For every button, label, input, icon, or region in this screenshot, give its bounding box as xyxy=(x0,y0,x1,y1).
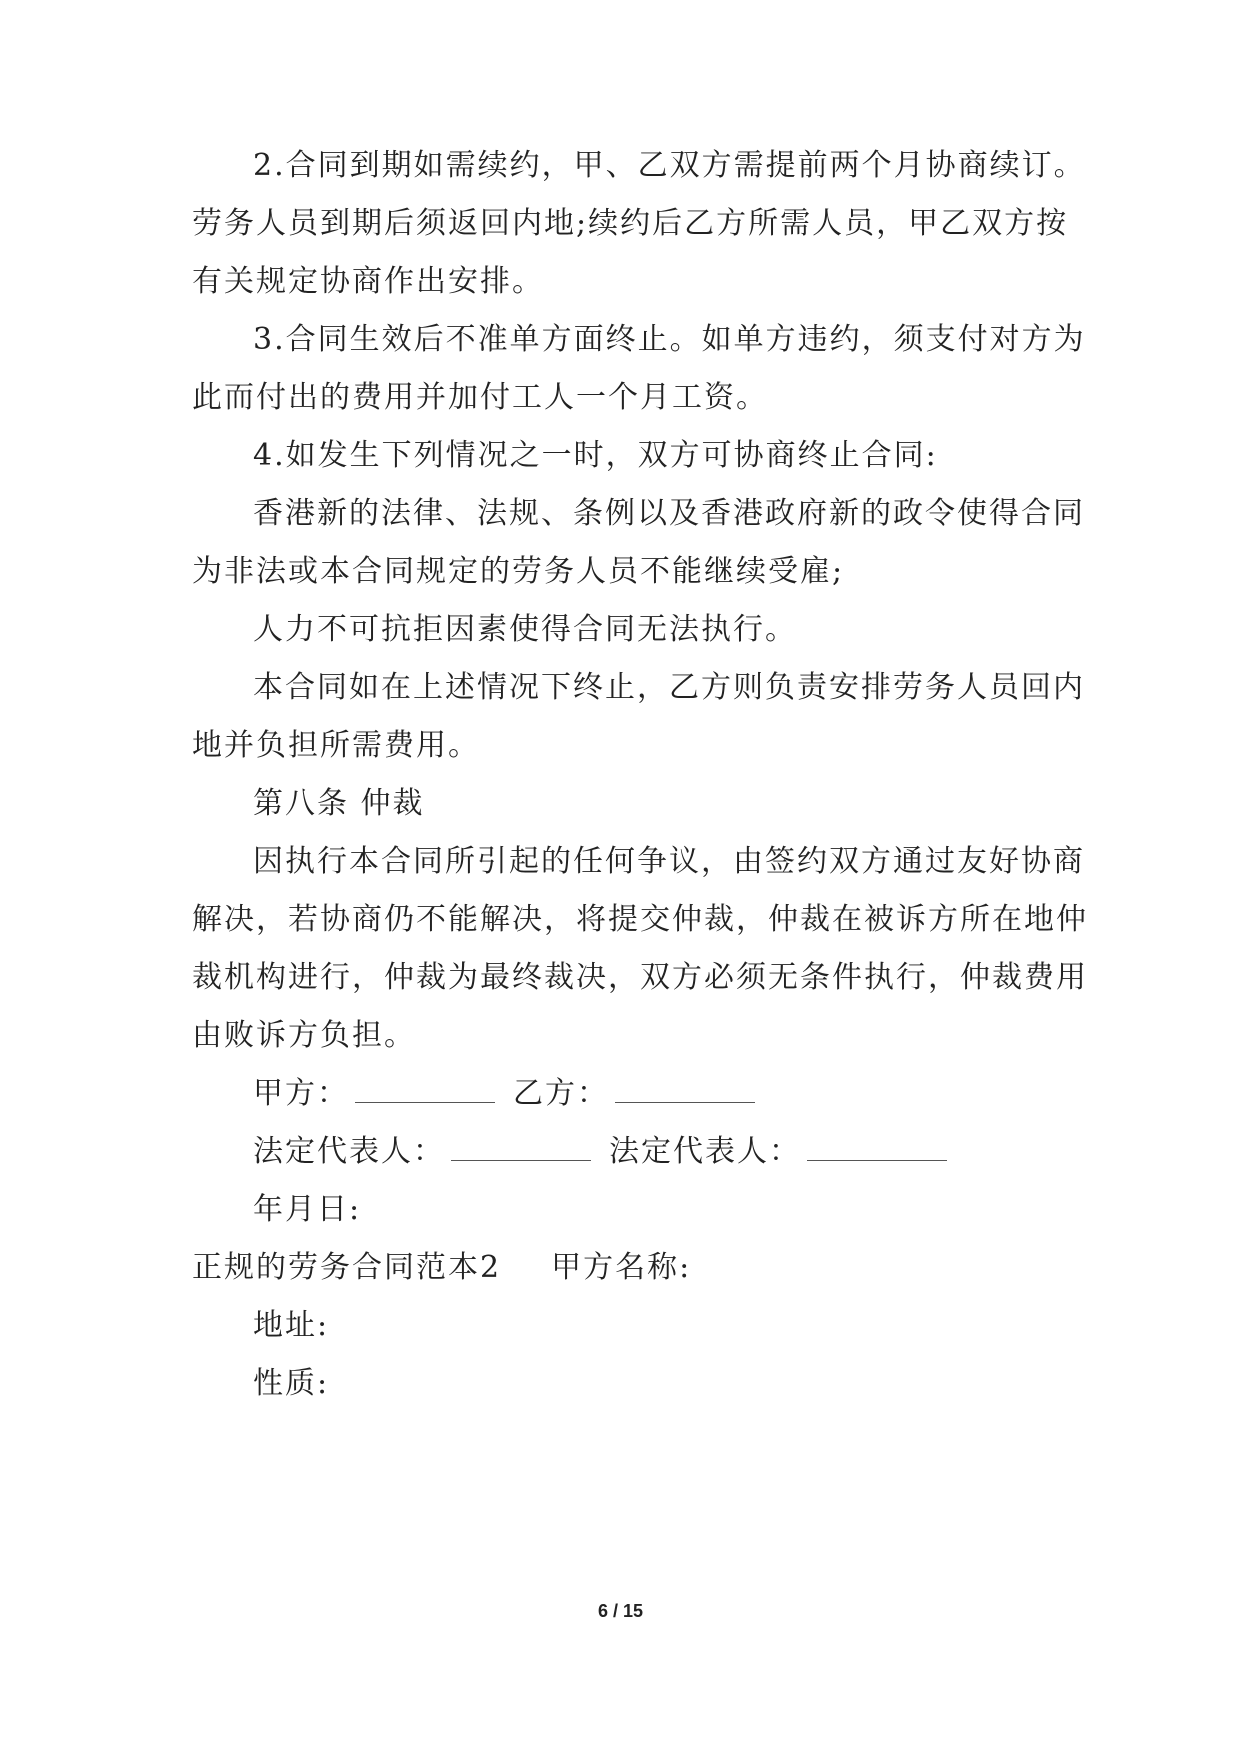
signature-parties-row xyxy=(253,1074,773,1114)
signature-date: 年月日: xyxy=(253,1192,362,1227)
paragraph-clause-4: 4.如发生下列情况之一时，双方可协商终止合同: xyxy=(253,438,938,473)
paragraph-condition-1-line-1: 香港新的法律、法规、条例以及香港政府新的政令使得合同 xyxy=(253,496,1085,531)
paragraph-condition-2: 人力不可抗拒因素使得合同无法执行。 xyxy=(253,612,797,647)
party-b-blank-line xyxy=(615,1078,755,1103)
paragraph-clause-2-line-1: 2.合同到期如需续约，甲、乙双方需提前两个月协商续订。 xyxy=(253,148,1086,183)
template-2-title-row xyxy=(192,1248,691,1288)
paragraph-termination-line-2: 地并负担所需费用。 xyxy=(192,728,480,763)
template-2-title: 正规的劳务合同范本2 xyxy=(192,1250,502,1285)
page-number: 6 / 15 xyxy=(597,1601,644,1621)
party-a-label: 甲方： xyxy=(253,1076,349,1111)
legal-rep-b-blank-line xyxy=(807,1136,947,1161)
party-b-label: 乙方： xyxy=(513,1076,609,1111)
template-2-address: 地址: xyxy=(253,1308,330,1343)
signature-legal-rep-row xyxy=(253,1132,965,1172)
paragraph-arbitration-line-1: 因执行本合同所引起的任何争议，由签约双方通过友好协商 xyxy=(253,844,1085,879)
template-2-nature: 性质: xyxy=(253,1366,330,1401)
paragraph-termination-line-1: 本合同如在上述情况下终止，乙方则负责安排劳务人员回内 xyxy=(253,670,1085,705)
paragraph-arbitration-line-4: 由败诉方负担。 xyxy=(192,1018,416,1053)
paragraph-clause-3-line-1: 3.合同生效后不准单方面终止。如单方违约，须支付对方为 xyxy=(253,322,1086,357)
legal-rep-b-label: 法定代表人： xyxy=(609,1134,801,1169)
legal-rep-a-blank-line xyxy=(451,1136,591,1161)
paragraph-arbitration-line-2: 解决，若协商仍不能解决，将提交仲裁，仲裁在被诉方所在地仲 xyxy=(192,902,1088,937)
paragraph-clause-2-line-2: 劳务人员到期后须返回内地;续约后乙方所需人员，甲乙双方按 xyxy=(192,206,1069,241)
template-2-party-a-name: 甲方名称: xyxy=(551,1250,692,1285)
paragraph-condition-1-line-2: 为非法或本合同规定的劳务人员不能继续受雇; xyxy=(192,554,845,589)
paragraph-clause-3-line-2: 此而付出的费用并加付工人一个月工资。 xyxy=(192,380,768,415)
party-a-blank-line xyxy=(355,1078,495,1103)
article-8-heading: 第八条 仲裁 xyxy=(253,786,425,821)
paragraph-clause-2-line-3: 有关规定协商作出安排。 xyxy=(192,264,544,299)
paragraph-arbitration-line-3: 裁机构进行，仲裁为最终裁决，双方必须无条件执行，仲裁费用 xyxy=(192,960,1088,995)
legal-rep-a-label: 法定代表人： xyxy=(253,1134,445,1169)
